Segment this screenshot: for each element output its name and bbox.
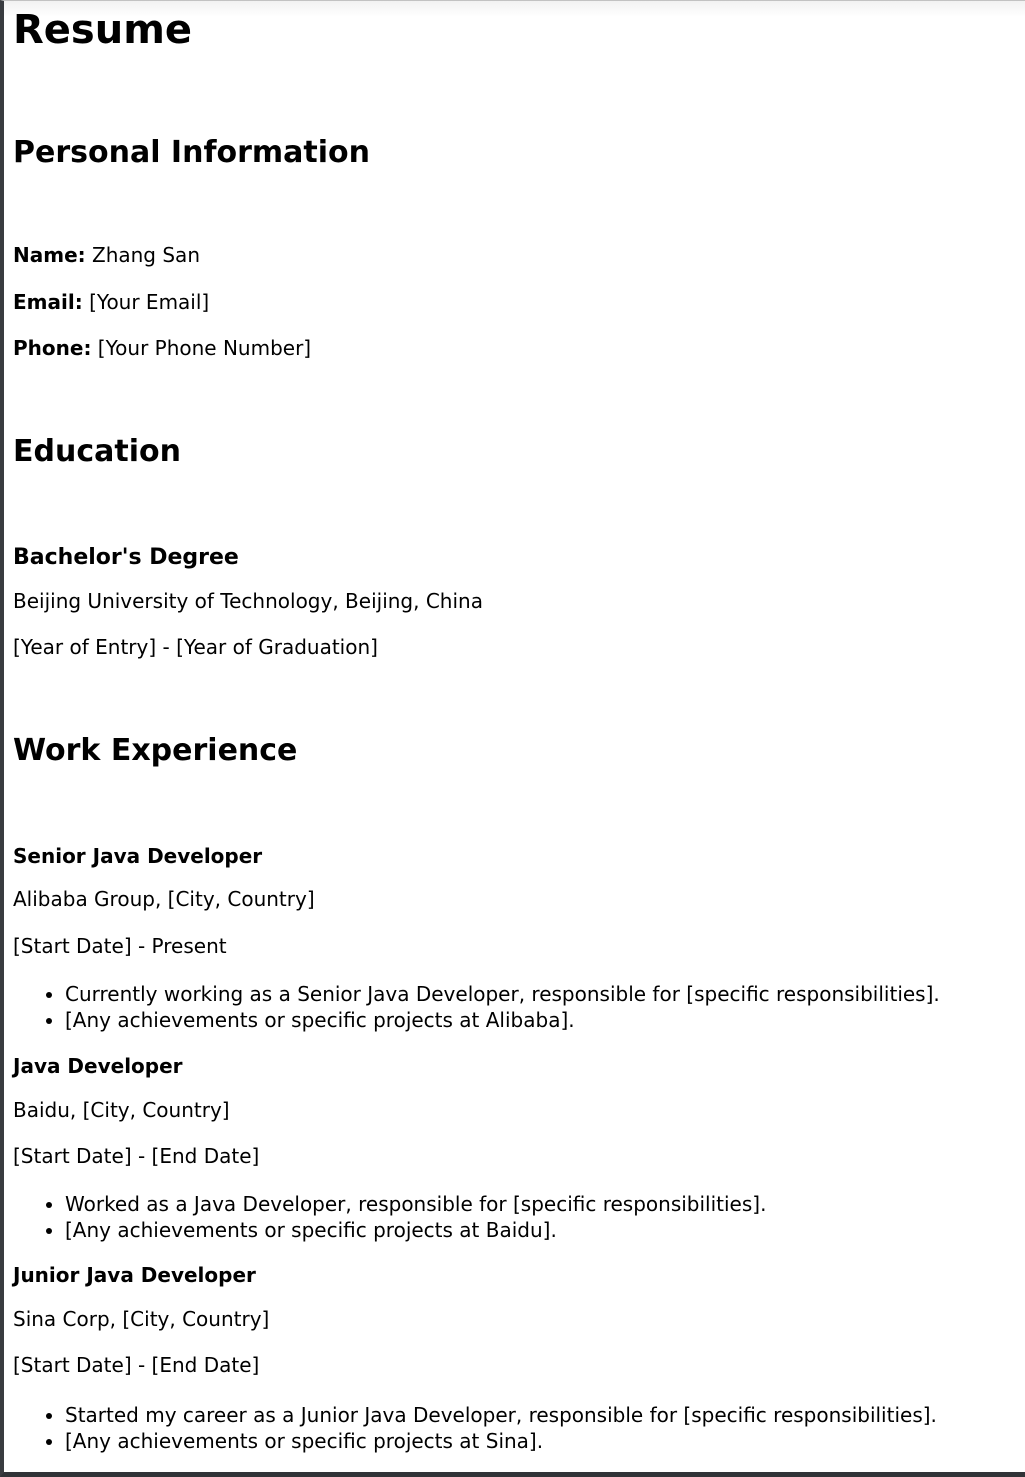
job-title: Java Developer: [13, 1054, 183, 1078]
personal-field-email: [13, 291, 1015, 314]
field-value-email: [Your Email]: [89, 290, 210, 314]
job-bullet: • Worked as a Java Developer, responsible for [specific responsibilities].: [65, 1191, 1015, 1217]
job-company: Baidu, [City, Country]: [13, 1098, 230, 1122]
job-bullet: • [Any achievements or specific projects at Baidu].: [65, 1217, 1015, 1243]
field-label-phone: Phone:: [13, 336, 92, 360]
job-bullet: • Started my career as a Junior Java Developer, responsible for [specific responsibilities].: [65, 1402, 1015, 1428]
job-bullet-list: [13, 981, 1015, 1033]
job-bullet-list: [13, 1402, 1015, 1454]
personal-field-name: [13, 244, 1015, 267]
job-title: Senior Java Developer: [13, 844, 263, 868]
job-company: Alibaba Group, [City, Country]: [13, 887, 315, 911]
job-company: Sina Corp, [City, Country]: [13, 1307, 270, 1331]
section-heading-personal: Personal Information: [13, 135, 370, 170]
education-dates: [Year of Entry] - [Year of Graduation]: [13, 635, 378, 659]
personal-field-phone: [13, 337, 1015, 360]
job-bullet: • [Any achievements or specific projects at Alibaba].: [65, 1007, 1015, 1033]
section-heading-work: Work Experience: [13, 733, 298, 768]
job-bullet: • Currently working as a Senior Java Developer, responsible for [specific responsibilities].: [65, 981, 1015, 1007]
job-bullet-list: [13, 1191, 1015, 1243]
field-value-phone: [Your Phone Number]: [97, 336, 312, 360]
job-bullet: • [Any achievements or specific projects at Sina].: [65, 1428, 1015, 1454]
job-title: Junior Java Developer: [13, 1263, 256, 1287]
degree-title: Bachelor's Degree: [13, 545, 239, 570]
school-name: Beijing University of Technology, Beijing, China: [13, 589, 483, 613]
field-label-email: Email:: [13, 290, 83, 314]
job-dates: [Start Date] - [End Date]: [13, 1353, 260, 1377]
field-value-name: Zhang San: [92, 243, 200, 267]
field-label-name: Name:: [13, 243, 86, 267]
job-dates: [Start Date] - [End Date]: [13, 1144, 260, 1168]
section-heading-education: Education: [13, 434, 181, 469]
job-dates: [Start Date] - Present: [13, 934, 227, 958]
page-title: Resume: [13, 7, 193, 53]
